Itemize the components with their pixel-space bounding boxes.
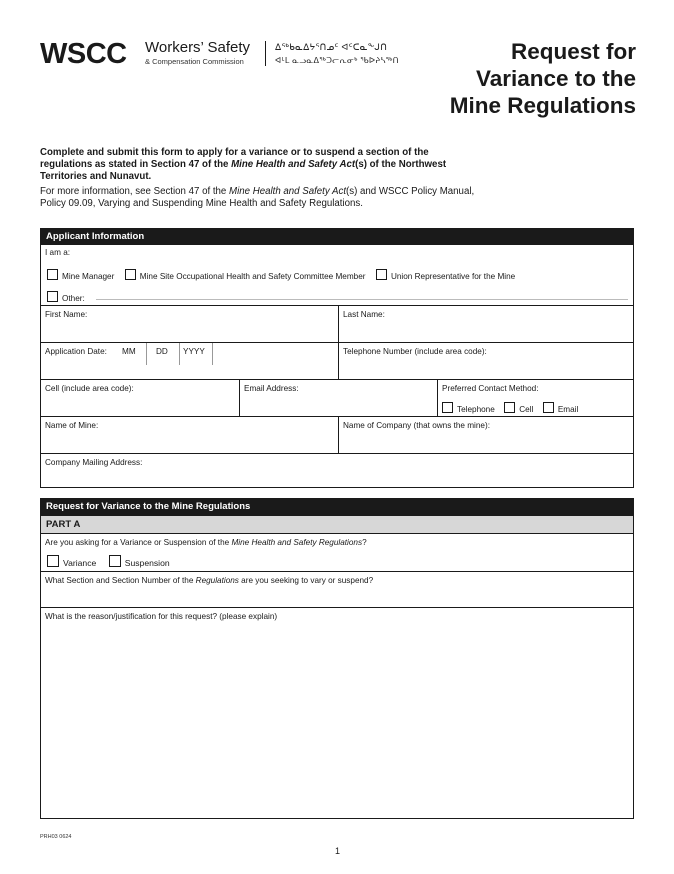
intro-act-name: Mine Health and Safety Act	[231, 159, 356, 170]
telephone-checkbox[interactable]	[442, 402, 453, 413]
date-yyyy-label[interactable]: YYYY	[183, 347, 205, 356]
section-number-row[interactable]	[41, 571, 633, 607]
part-a-heading: PART A	[41, 515, 633, 533]
q1-regulations-name: Mine Health and Safety Regulations	[231, 538, 363, 547]
suspension-label: Suspension	[124, 558, 170, 568]
union-label: Union Representative for the Mine	[390, 272, 516, 281]
date-mm-label: MM	[122, 347, 136, 356]
date-dd-label[interactable]: DD	[156, 347, 168, 356]
first-name-label: First Name:	[45, 310, 88, 319]
intro-p2-act: Mine Health and Safety Act	[229, 186, 347, 197]
applicant-heading: Applicant Information	[41, 229, 633, 245]
email-field[interactable]	[240, 380, 438, 416]
logo-subtitle: & Compensation Commission	[145, 57, 244, 66]
option-variance[interactable]	[47, 555, 96, 568]
date-phone-row	[41, 342, 633, 379]
i-am-a-label: I am a:	[45, 248, 71, 257]
committee-label: Mine Site Occupational Health and Safety Committee Member	[139, 272, 366, 281]
preferred-contact-label: Preferred Contact Method:	[442, 384, 539, 393]
title-line-3: Mine Regulations	[449, 93, 636, 118]
request-section	[40, 498, 634, 819]
telephone-field[interactable]	[339, 343, 633, 379]
variance-checkbox[interactable]	[47, 555, 59, 567]
mine-name-field[interactable]	[41, 417, 339, 453]
other-input-line[interactable]	[96, 299, 628, 300]
contact-row	[41, 379, 633, 416]
first-name-field[interactable]	[41, 306, 339, 342]
mine-manager-label: Mine Manager	[62, 272, 115, 281]
email-checkbox[interactable]	[543, 402, 554, 413]
variance-question-row	[41, 533, 633, 571]
title-line-1: Request for	[510, 39, 636, 64]
company-name-field[interactable]	[339, 417, 633, 453]
wscc-logo: WSCC	[40, 38, 127, 70]
mailing-address-field[interactable]	[41, 454, 633, 488]
mine-company-row	[41, 416, 633, 453]
intro-p2-b: (s) and WSCC Policy Manual, Policy 09.09, Varying and Suspending Mine Health and Safety Regulations.	[40, 186, 475, 209]
application-date-label: Application Date:	[45, 347, 107, 356]
date-divider-3	[212, 343, 213, 365]
request-heading: Request for Variance to the Mine Regulations	[41, 499, 633, 515]
application-date-field	[41, 343, 339, 379]
option-committee[interactable]	[125, 269, 366, 281]
preferred-contact-field	[438, 380, 633, 416]
intro-p2-a: For more information, see Section 47 of the	[40, 186, 230, 197]
mine-name-label: Name of Mine:	[45, 421, 99, 430]
cell-checkbox[interactable]	[504, 402, 515, 413]
option-suspension[interactable]	[109, 555, 170, 568]
email-label: Email Address:	[244, 384, 299, 393]
q1-text-b: ?	[362, 538, 367, 547]
q2-text-a: What Section and Section Number of the	[45, 576, 196, 585]
contact-option-cell[interactable]	[504, 402, 533, 414]
variance-label: Variance	[63, 558, 97, 568]
contact-option-telephone[interactable]	[442, 402, 495, 414]
date-divider-2	[179, 343, 180, 365]
logo-divider	[265, 41, 266, 66]
form-title	[450, 38, 636, 119]
section-question	[45, 576, 373, 585]
intro-bold-a: Complete and submit this form to apply for a variance or to suspend a section of the regulations as stated in Section 47 of the	[40, 147, 429, 170]
option-mine-manager[interactable]	[47, 269, 114, 281]
justification-row[interactable]	[41, 607, 633, 819]
suspension-checkbox[interactable]	[109, 555, 121, 567]
q2-regulations: Regulations	[195, 576, 239, 585]
option-other[interactable]	[47, 291, 85, 303]
last-name-field[interactable]	[339, 306, 633, 342]
option-union[interactable]	[376, 269, 515, 281]
intro-bold-b: (s) of the Northwest Territories and Nunavut.	[40, 159, 447, 182]
cell-label: Cell (include area code):	[45, 384, 134, 393]
name-row	[41, 305, 633, 342]
mine-manager-checkbox[interactable]	[47, 269, 58, 280]
company-name-label: Name of Company (that owns the mine):	[343, 421, 490, 430]
union-checkbox[interactable]	[376, 269, 387, 280]
mailing-address-row	[41, 453, 633, 488]
contact-telephone-label: Telephone	[457, 405, 495, 414]
other-checkbox[interactable]	[47, 291, 58, 302]
date-divider-1	[146, 343, 147, 365]
q1-text-a: Are you asking for a Variance or Suspension of the	[45, 538, 232, 547]
contact-email-label: Email	[557, 405, 579, 414]
other-label: Other:	[62, 294, 85, 303]
cell-field[interactable]	[41, 380, 240, 416]
title-line-2: Variance to the	[475, 66, 636, 91]
logo-syllabics-1: ᐃᖅᑲᓇᐃᔭᕐᑎᓄᑦ ᐊᑦᑕᓇᖕᒍᑎ	[275, 42, 388, 52]
justification-question: What is the reason/justification for this request? (please explain)	[45, 612, 278, 621]
intro-text	[40, 147, 480, 210]
applicant-information-section	[40, 228, 634, 488]
q2-text-b: are you seeking to vary or suspend?	[238, 576, 374, 585]
telephone-label: Telephone Number (include area code):	[343, 347, 487, 356]
logo-syllabics-2: ᐊᒻᒪ ᓇᓗᓇᐃᖅᑐᓕᕆᓂᒃ ᖃᐅᔨᓴᖅᑎ	[275, 56, 399, 65]
contact-cell-label: Cell	[519, 405, 534, 414]
page-number: 1	[335, 846, 341, 856]
variance-question	[45, 538, 367, 547]
role-row	[41, 245, 633, 305]
last-name-label: Last Name:	[343, 310, 385, 319]
form-code: PRH03 0624	[40, 834, 72, 840]
committee-checkbox[interactable]	[125, 269, 136, 280]
logo-name: Workers’ Safety	[145, 39, 251, 56]
mailing-address-label: Company Mailing Address:	[45, 458, 143, 467]
contact-option-email[interactable]	[543, 402, 578, 414]
